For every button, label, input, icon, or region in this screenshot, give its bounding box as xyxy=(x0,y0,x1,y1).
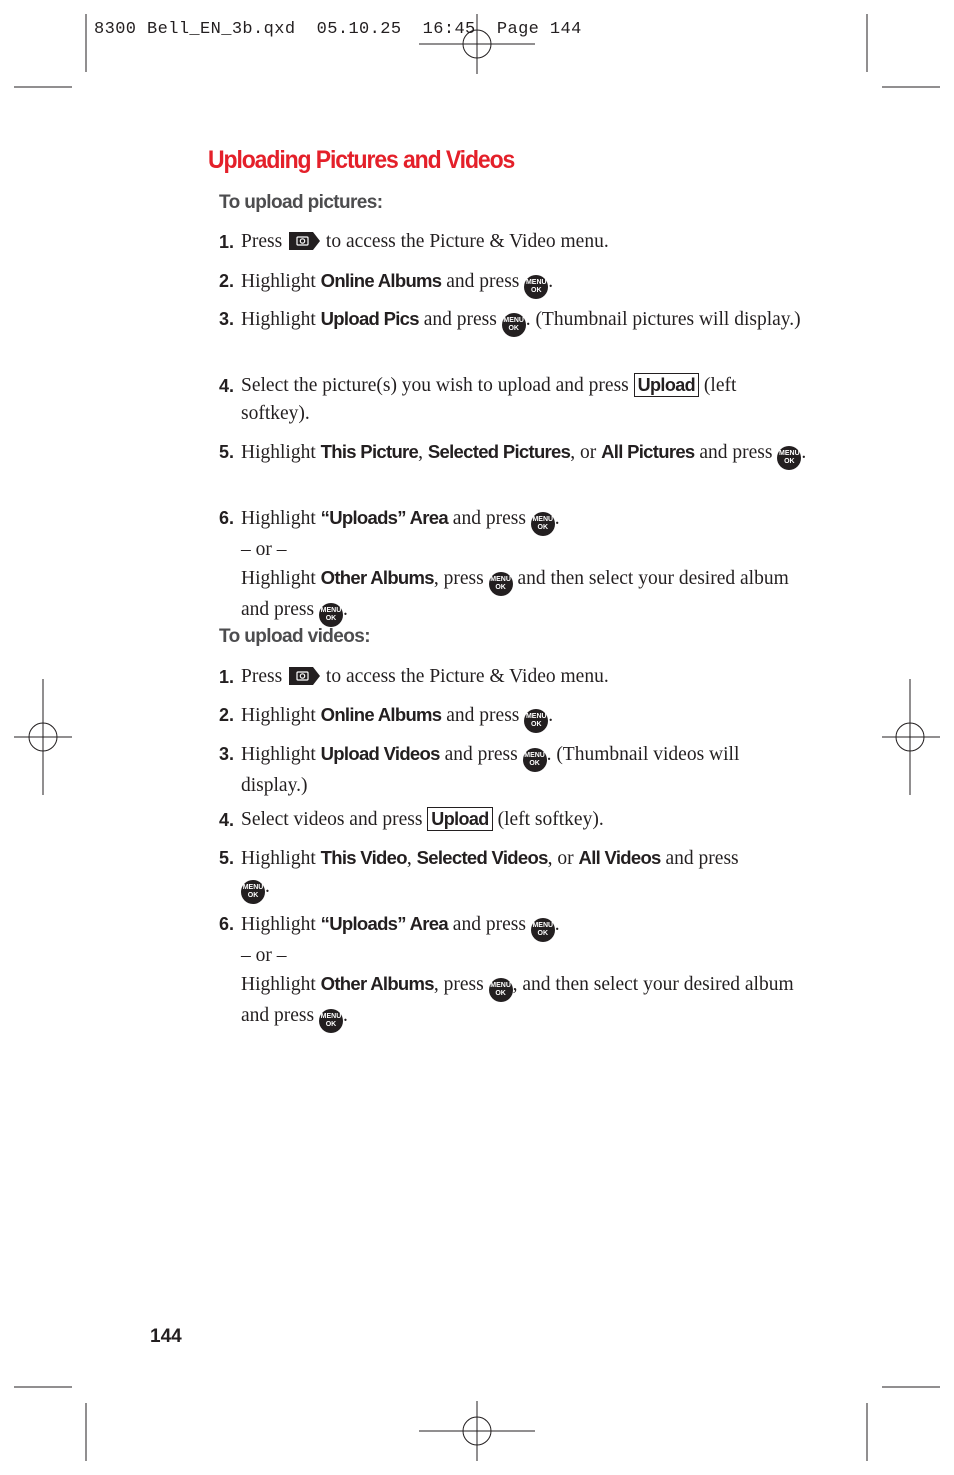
step-text: , press xyxy=(433,974,484,995)
step-text: Highlight xyxy=(241,848,316,869)
videos-heading: To upload videos: xyxy=(219,626,370,647)
step-text: Press xyxy=(241,231,283,252)
menu-ok-icon: MENU OK xyxy=(777,446,801,470)
step-text: to access the Picture & Video menu. xyxy=(325,231,609,252)
menu-ok-icon: MENU OK xyxy=(524,709,548,733)
step-text: . xyxy=(265,876,270,897)
menu-item-selected-videos: Selected Videos xyxy=(416,847,548,868)
menu-item-all-pictures: All Pictures xyxy=(601,441,695,462)
step-text: and press xyxy=(446,271,520,292)
page-title: Uploading Pictures and Videos xyxy=(208,146,515,174)
step-number: 1. xyxy=(219,667,235,687)
menu-item-online-albums: Online Albums xyxy=(320,270,442,291)
step-text: Highlight xyxy=(241,309,316,330)
pictures-step-5 xyxy=(219,438,809,470)
step-number: 3. xyxy=(219,744,235,764)
step-text: Highlight xyxy=(241,974,316,995)
step-text: (left softkey). xyxy=(497,809,604,830)
menu-ok-icon: MENU OK xyxy=(502,313,526,337)
step-text: Highlight xyxy=(241,271,316,292)
menu-ok-icon: MENU OK xyxy=(531,512,555,536)
menu-ok-icon: MENU OK xyxy=(489,978,513,1002)
step-number: 5. xyxy=(219,848,235,868)
menu-item-uploads-area: “Uploads” Area xyxy=(320,913,448,934)
videos-step-6 xyxy=(219,910,809,1033)
step-text: and press xyxy=(699,442,773,463)
step-text: Highlight xyxy=(241,744,316,765)
step-number: 3. xyxy=(219,309,235,329)
step-text: Highlight xyxy=(241,568,316,589)
page-number: 144 xyxy=(150,1326,182,1347)
videos-step-2 xyxy=(219,701,809,733)
step-text: . xyxy=(548,705,554,726)
step-text: and then select your desired album and press xyxy=(241,568,789,620)
videos-step-4 xyxy=(219,806,809,834)
step-text: and press xyxy=(665,848,739,869)
camera-key-icon xyxy=(287,666,321,686)
step-text: and press xyxy=(444,744,518,765)
pictures-step-3 xyxy=(219,305,809,337)
step-number: 1. xyxy=(219,232,235,252)
menu-item-upload-videos: Upload Videos xyxy=(320,743,440,764)
step-text: Select videos and press xyxy=(241,809,423,830)
pictures-step-1 xyxy=(219,228,809,256)
menu-item-uploads-area: “Uploads” Area xyxy=(320,507,448,528)
step-text: . xyxy=(342,1005,348,1026)
step-text: Highlight xyxy=(241,914,316,935)
menu-ok-icon: MENU OK xyxy=(241,880,265,904)
menu-ok-icon: MENU OK xyxy=(489,572,513,596)
step-text: Highlight xyxy=(241,442,316,463)
step-text: , xyxy=(406,848,412,869)
step-text: Press xyxy=(241,666,283,687)
pictures-step-6 xyxy=(219,504,809,627)
step-number: 2. xyxy=(219,705,235,725)
step-text: and press xyxy=(452,914,526,935)
menu-item-this-video: This Video xyxy=(320,847,407,868)
step-text: . xyxy=(801,442,807,463)
or-separator: – or – xyxy=(241,539,287,560)
step-text: and press xyxy=(423,309,497,330)
step-text: . xyxy=(548,271,554,292)
step-text: Highlight xyxy=(241,508,316,529)
menu-item-other-albums: Other Albums xyxy=(320,973,434,994)
step-text: to access the Picture & Video menu. xyxy=(325,666,609,687)
step-text: , press xyxy=(433,568,484,589)
step-text: . xyxy=(342,599,348,620)
menu-ok-icon: MENU OK xyxy=(523,748,547,772)
step-text: Highlight xyxy=(241,705,316,726)
menu-ok-icon: MENU OK xyxy=(319,1009,343,1033)
or-separator: – or – xyxy=(241,945,287,966)
menu-item-other-albums: Other Albums xyxy=(320,567,434,588)
step-text: . xyxy=(554,508,560,529)
videos-step-3 xyxy=(219,740,809,800)
step-text: . (Thumbnail videos will display.) xyxy=(241,744,740,796)
step-number: 4. xyxy=(219,810,235,830)
step-number: 6. xyxy=(219,508,235,528)
step-text: and press xyxy=(452,508,526,529)
menu-item-all-videos: All Videos xyxy=(578,847,661,868)
pictures-heading: To upload pictures: xyxy=(219,192,383,213)
pictures-step-2 xyxy=(219,267,809,299)
upload-softkey-label: Upload xyxy=(427,807,492,831)
step-number: 4. xyxy=(219,376,235,396)
menu-item-selected-pictures: Selected Pictures xyxy=(427,441,571,462)
step-text: , and then select your desired album and press xyxy=(241,974,794,1026)
step-number: 5. xyxy=(219,442,235,462)
videos-step-1 xyxy=(219,663,809,691)
step-text: and press xyxy=(446,705,520,726)
camera-key-icon xyxy=(287,231,321,251)
menu-item-this-picture: This Picture xyxy=(320,441,419,462)
step-number: 2. xyxy=(219,271,235,291)
step-text: (left softkey). xyxy=(241,375,737,424)
pictures-step-4 xyxy=(219,372,809,428)
step-number: 6. xyxy=(219,914,235,934)
menu-ok-icon: MENU OK xyxy=(531,918,555,942)
step-text: . (Thumbnail pictures will display.) xyxy=(525,309,801,330)
print-slug: 8300 Bell_EN_3b.qxd 05.10.25 16:45 Page 144 xyxy=(94,20,582,39)
upload-softkey-label: Upload xyxy=(634,373,699,397)
step-text: , or xyxy=(547,848,574,869)
step-text: . xyxy=(554,914,560,935)
step-text: , or xyxy=(570,442,597,463)
step-text: , xyxy=(418,442,424,463)
menu-ok-icon: MENU OK xyxy=(524,275,548,299)
videos-step-5 xyxy=(219,844,809,904)
menu-item-online-albums: Online Albums xyxy=(320,704,442,725)
menu-ok-icon: MENU OK xyxy=(319,603,343,627)
step-text: Select the picture(s) you wish to upload and press xyxy=(241,375,629,396)
menu-item-upload-pics: Upload Pics xyxy=(320,308,419,329)
